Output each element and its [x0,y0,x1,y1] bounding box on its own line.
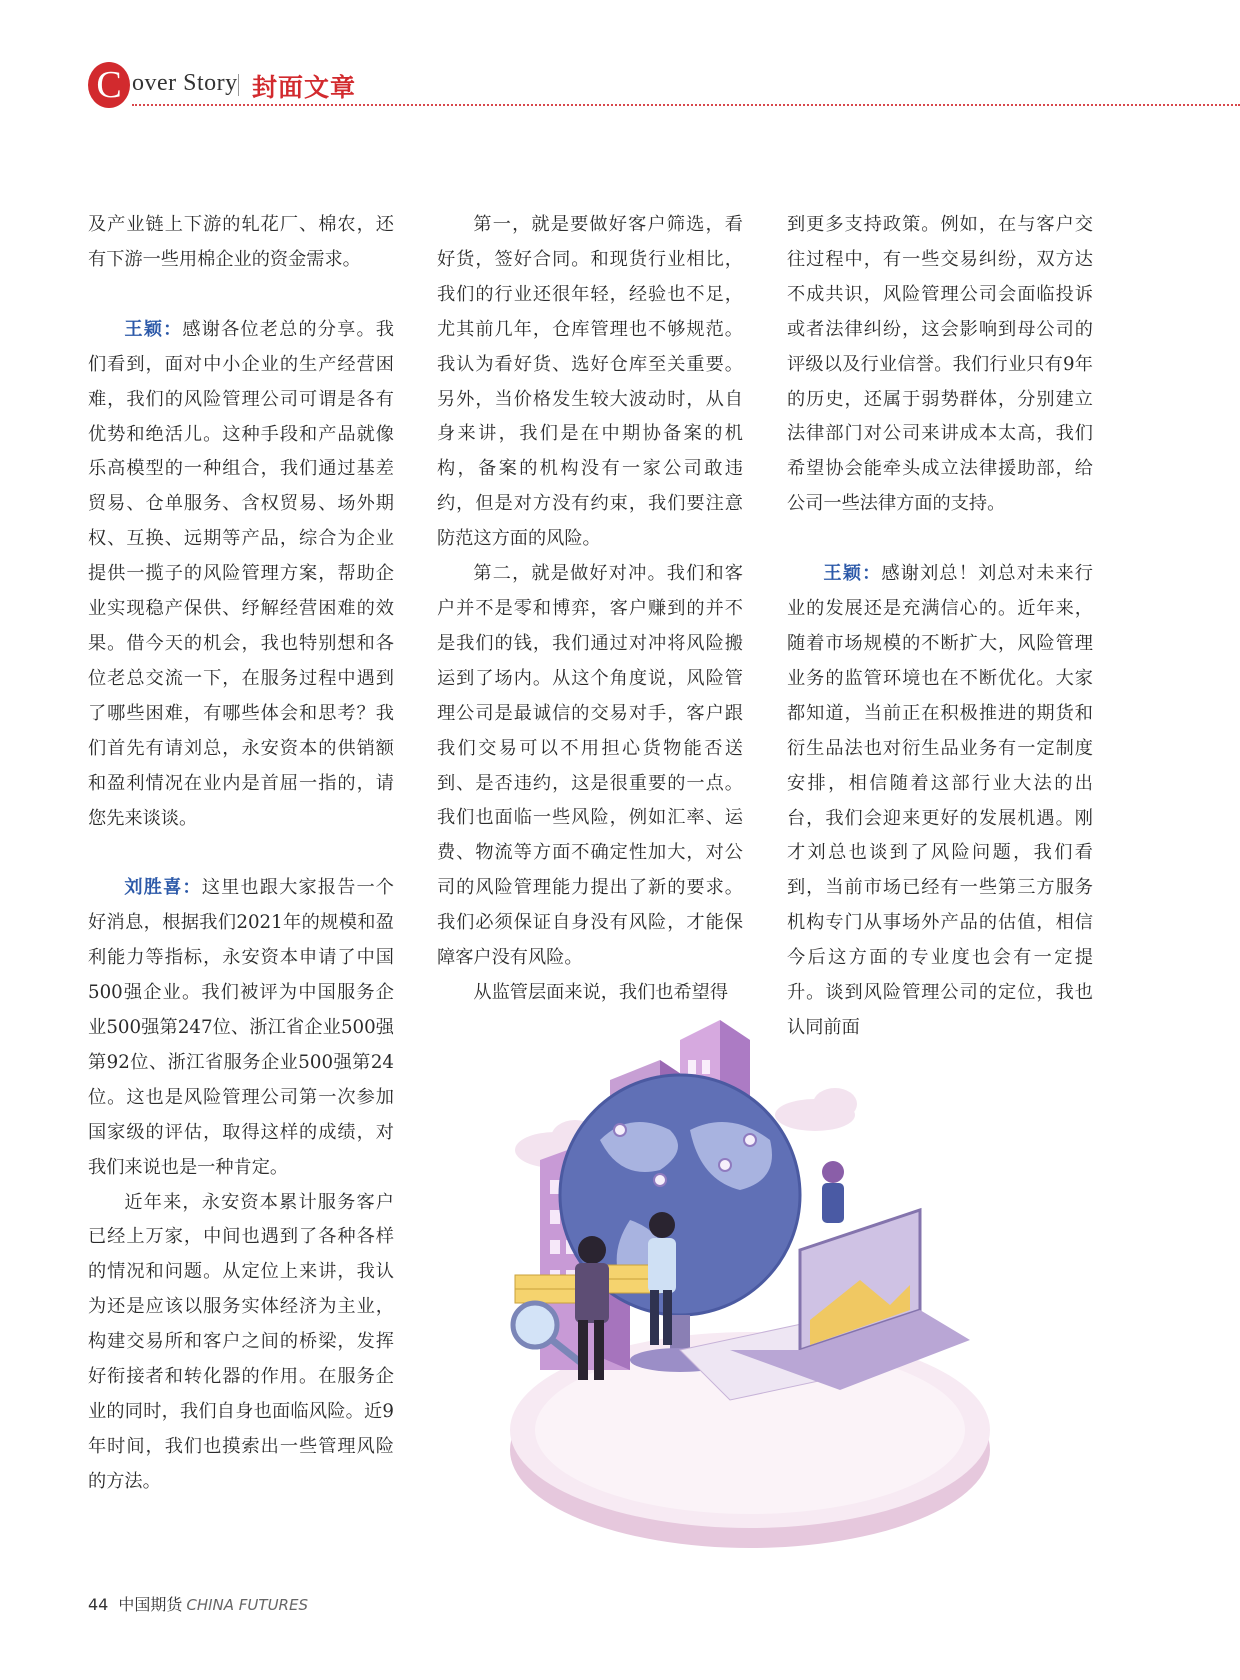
article-column-3 [787,208,1093,1046]
paragraph: 第一，就是要做好客户筛选，看好货，签好合同。和现货行业相比，我们的行业还很年轻，经验也不足，尤其前几年，仓库管理也不够规范。我认为看好货、选好仓库至关重要。另外，当价格发生较大波动时，从自身来讲，我们是在中期协备案的机构，备案的机构没有一家公司敢违约，但是对方没有约束，我们要注意防范这方面的风险。 [437,214,743,550]
page-footer [88,1592,308,1615]
speaker-label: 刘胜喜： [124,877,202,899]
finance-city-illustration [500,1020,1040,1550]
speech-text: 感谢刘总！刘总对未来行业的发展还是充满信心的。近年来，随着市场规模的不断扩大，风险管理业务的监管环境也在不断优化。大家都知道，当前正在积极推进的期货和衍生品法也对衍生品业务有一定制度安排，相信随着这部行业大法的出台，我们会迎来更好的发展机遇。刚才刘总也谈到了风险问题，我们看到，当前市场已经有一些第三方服务机构专门从事场外产品的估值，相信今后这方面的专业度也会有一定提升。谈到风险管理公司的定位，我也认同前面 [787,563,1093,1038]
page-header [88,58,1240,108]
header-dotted-rule [132,104,1240,106]
paragraph: 及产业链上下游的轧花厂、棉农，还有下游一些用棉企业的资金需求。 [88,214,394,270]
speech-text: 感谢各位老总的分享。我们看到，面对中小企业的生产经营困难，我们的风险管理公司可谓是各有优势和绝活儿。这种手段和产品就像乐高模型的一种组合，我们通过基差贸易、仓单服务、含权贸易、场外期权、互换、远期等产品，综合为企业提供一揽子的风险管理方案，帮助企业实现稳产保供、纾解经营困难的效果。借今天的机会，我也特别想和各位老总交流一下，在服务过程中遇到了哪些困难，有哪些体会和思考？我们首先有请刘总，永安资本的供销额和盈利情况在业内是首屈一指的，请您先来谈谈。 [88,318,394,829]
section-title: 封面文章 [252,73,357,102]
paragraph: 第二，就是做好对冲。我们和客户并不是零和博弈，客户赚到的并不是我们的钱，我们通过对冲将风险搬运到了场内。从这个角度说，风险管理公司是最诚信的交易对手，客户跟我们交易可以不用担心货物能否送到、是否违约，这是很重要的一点。我们也面临一些风险，例如汇率、运费、物流等方面不确定性加大，对公司的风险管理能力提出了新的要求。我们必须保证自身没有风险，才能保障客户没有风险。 [437,563,743,969]
speaker-label: 王颖： [823,563,882,585]
cover-story-logo-text: over Story [132,70,238,96]
paragraph: 近年来，永安资本累计服务客户已经上万家，中间也遇到了各种各样的情况和问题。从定位上来讲，我认为还是应该以服务实体经济为主业，构建交易所和客户之间的桥梁，发挥好衔接者和转化器的作用。在服务企业的同时，我们自身也面临风险。近9年时间，我们也摸索出一些管理风险的方法。 [88,1191,394,1492]
magazine-name-cn: 中国期货 [118,1595,183,1614]
paragraph: 从监管层面来说，我们也希望得 [473,981,729,1003]
speech-text: 这里也跟大家报告一个好消息，根据我们2021年的规模和盈利能力等指标，永安资本申请了中国500强企业。我们被评为中国服务企业500强第247位、浙江省企业500强第92位、浙江省服务企业500强第24位。这也是风险管理公司第一次参加国家级的评估，取得这样的成绩，对我们来说也是一种肯定。 [88,877,394,1178]
paragraph-wang-ying-2 [787,557,1093,1046]
magazine-name-en: CHINA FUTURES [186,1596,308,1614]
paragraph-liu-shengxi [88,871,394,1185]
speaker-label: 王颖： [124,318,183,340]
page-number: 44 [88,1595,109,1614]
paragraph-wang-ying-1 [88,313,394,837]
cover-story-logo-letter: C [88,62,130,108]
paragraph: 到更多支持政策。例如，在与客户交往过程中，有一些交易纠纷，双方达不成共识，风险管理公司会面临投诉或者法律纠纷，这会影响到母公司的评级以及行业信誉。我们行业只有9年的历史，还属于弱势群体，分别建立法律部门对公司来讲成本太高，我们希望协会能牵头成立法律援助部，给公司一些法律方面的支持。 [787,214,1093,515]
header-separator [238,74,239,96]
article-column-2 [437,208,743,1011]
article-column-1 [88,208,394,1500]
